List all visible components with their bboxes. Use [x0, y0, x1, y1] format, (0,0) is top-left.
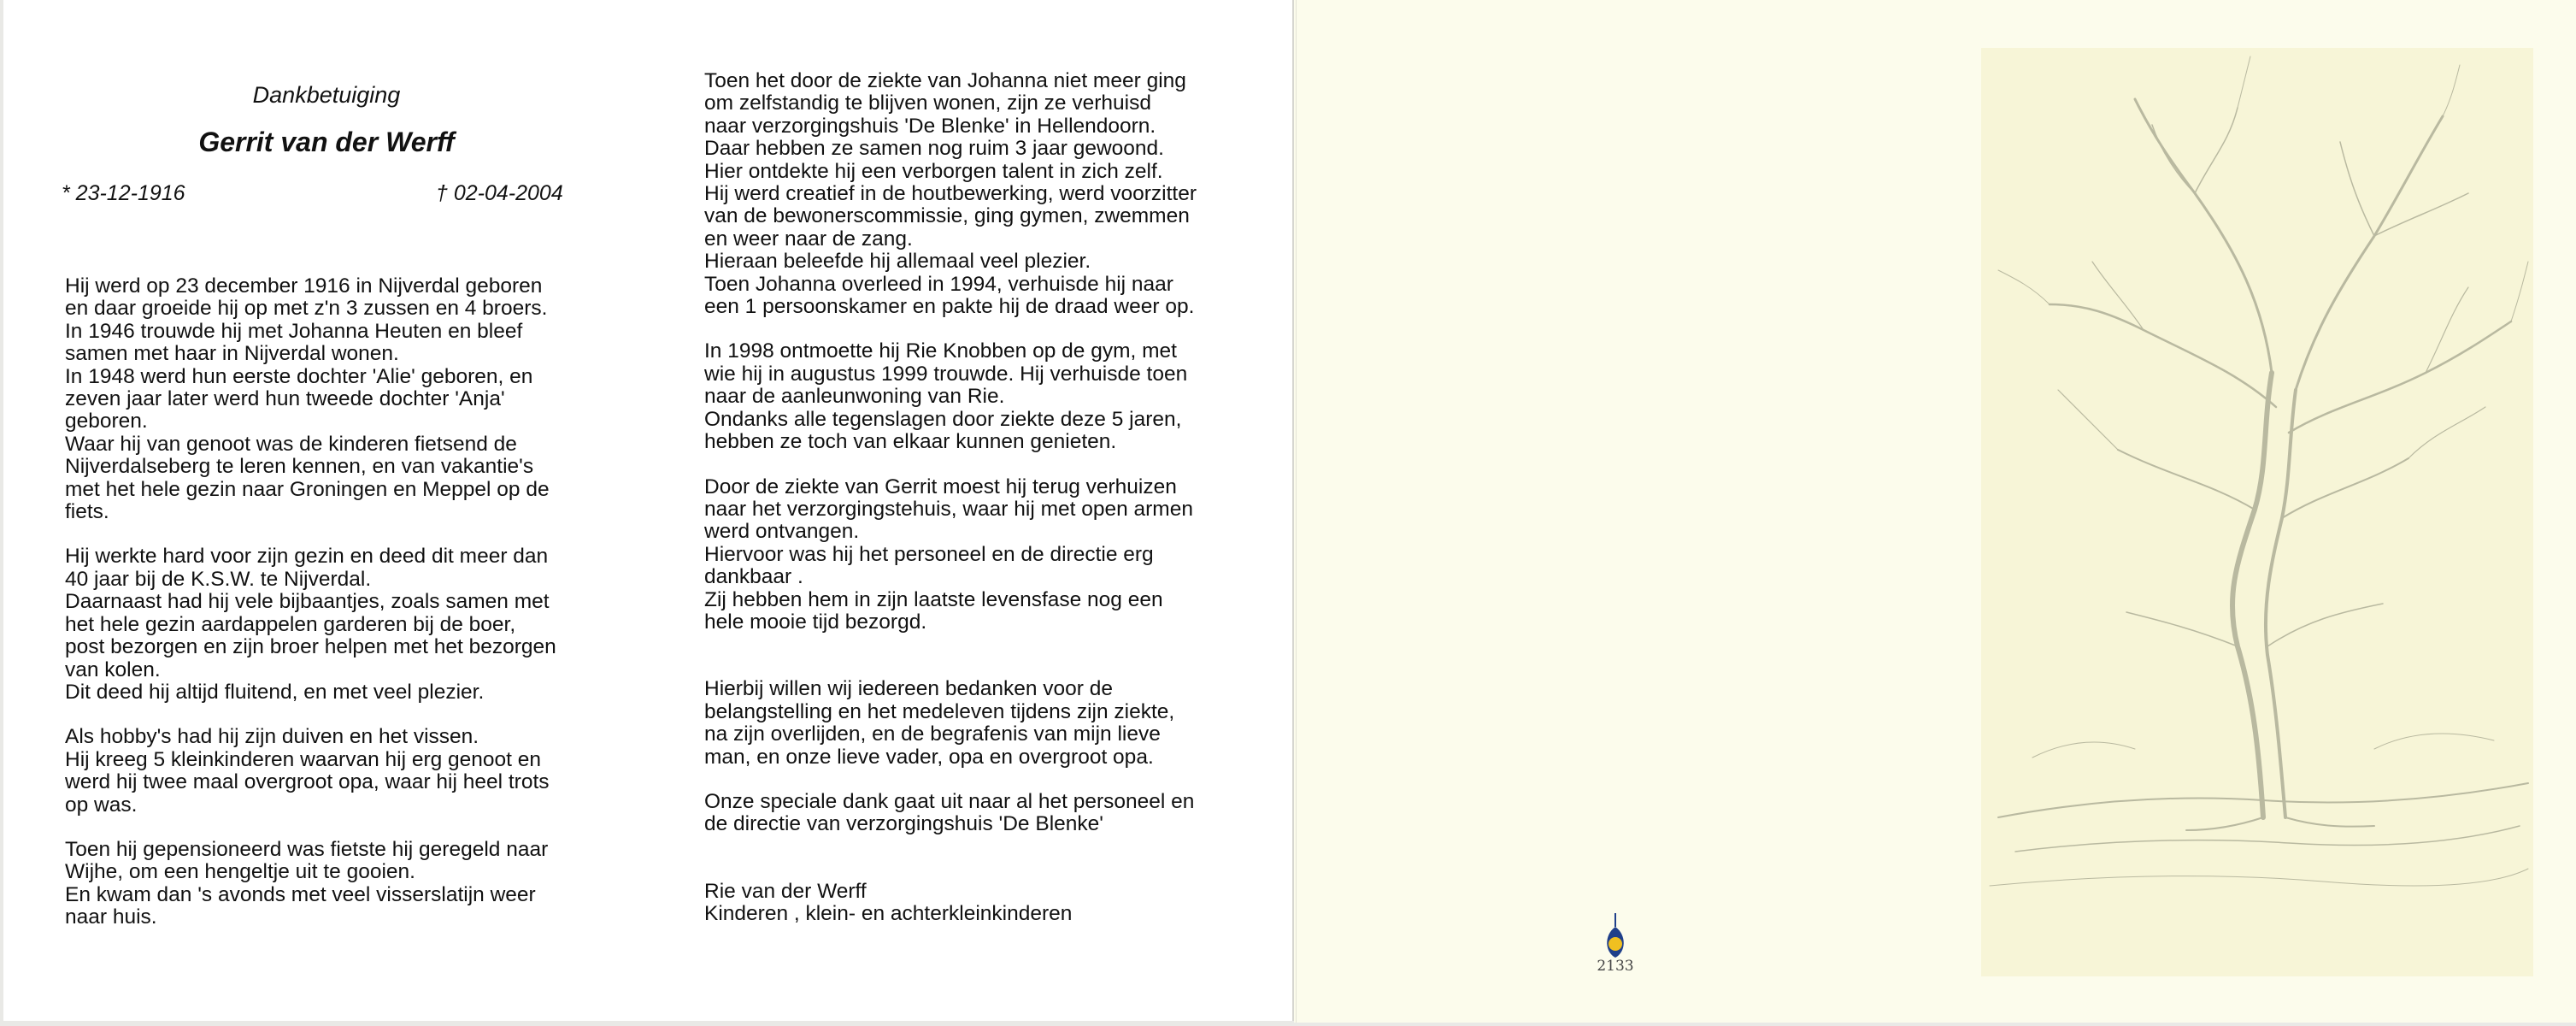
paragraph: Toen het door de ziekte van Johanna niet meer ging om zelfstandig te blijven wonen, zijn ze verhuisd naar verzorgingshuis 'De Blenke' in Hellendoorn. Daar hebben ze samen nog ruim 3 jaar gewoond. Hier ontdekte hij een verborgen talent in zich zelf. Hij werd creatief in de houtbewerking, werd voorzitter van de bewonerscommissie, ging gymen, zwemmen en weer naar de zang. Hieraan beleefde hij allemaal veel plezier. Toen Johanna overleed in 1994, verhuisde hij naar een 1 persoonskamer en pakte hij de draad weer op.: [704, 69, 1197, 319]
paragraph: Als hobby's had hij zijn duiven en het vissen. Hij kreeg 5 kleinkinderen waarvan hij erg genoot en werd hij twee maal overgroot opa, waar hij heel trots op was.: [65, 725, 550, 817]
middle-text-column: [704, 70, 1285, 948]
paragraph: Toen hij gepensioneerd was fietste hij geregeld naar Wijhe, om een hengeltje uit te gooien. En kwam dan 's avonds met veel visserslatijn weer naar huis.: [65, 837, 549, 929]
paragraph: Hierbij willen wij iedereen bedanken voor de belangstelling en het medeleven tijdens zijn ziekte, na zijn overlijden, en de begrafenis van mijn lieve man, en onze lieve vader, opa en overgroot opa.: [704, 677, 1175, 769]
card-subtitle: Dankbetuiging: [252, 82, 401, 108]
paragraph: Hij werkte hard voor zijn gezin en deed dit meer dan 40 jaar bij de K.S.W. te Nijverdal. Daarnaast had hij vele bijbaantjes, zoals samen met het hele gezin aardappelen garderen bij de boer, post bezorgen en zijn broer helpen met het bezorgen van kolen. Dit deed hij altijd fluitend, en met veel plezier.: [65, 545, 556, 704]
left-text-column: [65, 275, 629, 952]
birth-date: * 23-12-1916: [62, 181, 185, 205]
death-date: † 02-04-2004: [436, 181, 563, 205]
card-code: 2133: [1597, 958, 1634, 975]
card-inside-page: [3, 0, 1294, 1021]
paragraph: In 1998 ontmoette hij Rie Knobben op de gym, met wie hij in augustus 1999 trouwde. Hij verhuisde toen naar de aanleunwoning van Rie. Ondanks alle tegenslagen door ziekte deze 5 jaren, hebben ze toch van elkaar kunnen genieten.: [704, 339, 1188, 454]
paragraph: Door de ziekte van Gerrit moest hij terug verhuizen naar het verzorgingstehuis, waar hij met open armen werd ontvangen. Hiervoor was hij het personeel en de directie erg dankbaar . Zij hebben hem in zijn laatste levensfase nog een hele mooie tijd bezorgd.: [704, 475, 1193, 634]
leaf-logo-icon: [1595, 910, 1636, 961]
paragraph: Hij werd op 23 december 1916 in Nijverdal geboren en daar groeide hij op met z'n 3 zussen en 4 broers. In 1946 trouwde hij met Johanna Heuten en bleef samen met haar in Nijverdal wonen. In 1948 werd hun eerste dochter 'Alie' geboren, en zeven jaar later werd hun tweede dochter 'Anja' geboren. Waar hij van genoot was de kinderen fietsend de Nijverdalseberg te leren kennen, en van vakantie's met het hele gezin naar Groningen en Meppel op de fiets.: [65, 274, 550, 524]
paragraph: Onze speciale dank gaat uit naar al het personeel en de directie van verzorgingshuis 'De Blenke': [704, 789, 1195, 836]
tree-sketch-icon: [1981, 48, 2533, 976]
signature-block: Rie van der Werff Kinderen , klein- en achterkleinkinderen: [704, 879, 1073, 926]
deceased-name: Gerrit van der Werff: [198, 127, 455, 157]
tree-drawing: [1981, 48, 2533, 976]
fold-line: [1296, 0, 1297, 1023]
